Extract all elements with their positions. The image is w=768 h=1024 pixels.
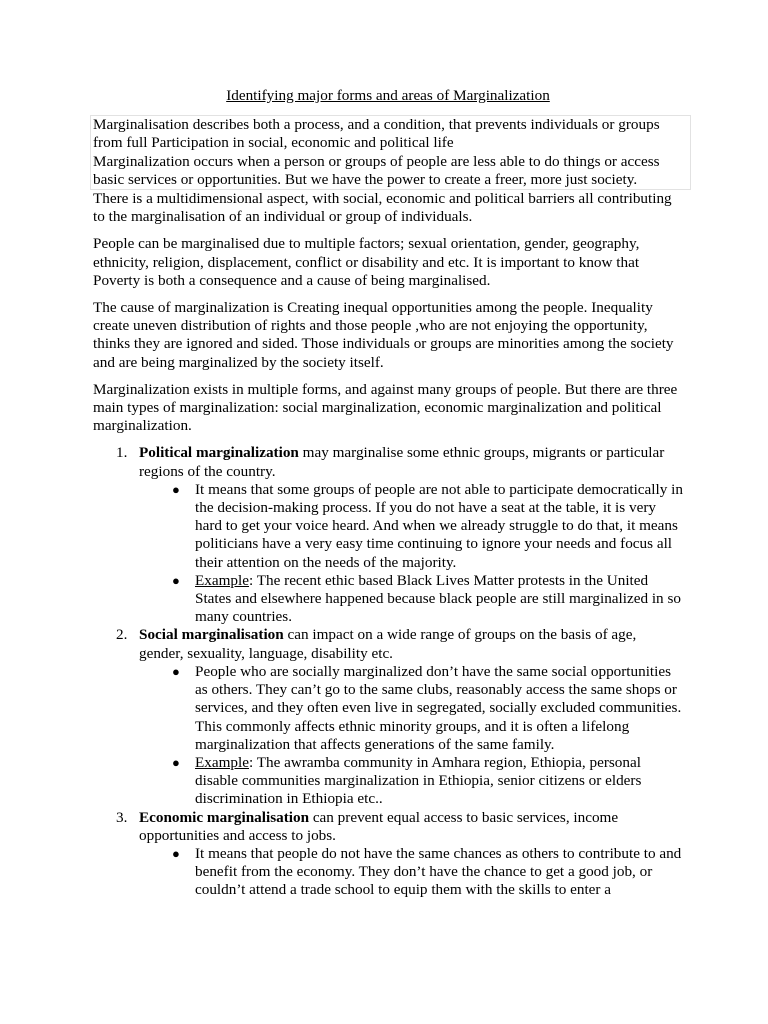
example-label: Example: [195, 753, 249, 771]
list-item-social: [93, 626, 683, 808]
list-text: may marginalise some ethnic groups, migrants or particular regions of the country.: [139, 444, 665, 480]
bullet-icon: ●: [172, 572, 180, 588]
sub-list-item: [139, 663, 683, 754]
sub-point-text: It means that people do not have the same chances as others to contribute to and benefit from the economy. They don’t have the chance to get a good job, or couldn’t attend a trade school to equip them with the skills to enter a: [195, 844, 682, 899]
bullet-icon: ●: [172, 845, 180, 861]
sub-point-text: It means that some groups of people are not able to participate democratically in the decision-making process. If you do not have a seat at the table, it is very hard to get your voice heard. And when we already struggle to do that, it means politicians have a very easy time continuing to ignore your needs and focus all their attention on the needs of the majority.: [195, 480, 683, 571]
example-text: : The recent ethic based Black Lives Matter protests in the United States and elsewhere happened because black people are still marginalized in so many countries.: [195, 571, 681, 626]
intro-paragraph-occurrence: Marginalization occurs when a person or groups of people are less able to do things or access basic services or opportunities. But we have the power to create a freer, more just society.: [93, 152, 660, 188]
sub-list-item-example: [139, 754, 683, 809]
list-item-economic: [93, 809, 683, 900]
list-heading-social: Social marginalisation: [139, 626, 284, 644]
marginalization-types-list: [93, 444, 683, 899]
paragraph-cause: The cause of marginalization is Creating inequal opportunities among the people. Inequality create uneven distribution of rights and those people ,who are not enjoying the opportunity, thinks they are ignored and sided. Those individuals or groups are minorities among the society and are being marginalized by the society itself.: [93, 299, 674, 371]
bullet-icon: ●: [172, 663, 180, 679]
paragraph-types: Marginalization exists in multiple forms, and against many groups of people. But there are three main types of marginalization: social marginalization, economic marginalization and political marginalization.: [93, 380, 678, 435]
intro-paragraph-definition: Marginalisation describes both a process, and a condition, that prevents individuals or groups from full Participation in social, economic and political life: [93, 116, 660, 152]
list-text: can prevent equal access to basic services, income opportunities and access to jobs.: [139, 808, 619, 844]
list-number: 3.: [116, 808, 128, 826]
list-item-political: [93, 444, 683, 626]
example-text: : The awramba community in Amhara region, Ethiopia, personal disable communities marginalization in Ethiopia, senior citizens or elders discrimination in Ethiopia etc..: [195, 753, 642, 808]
example-label: Example: [195, 571, 249, 589]
list-number: 1.: [116, 444, 128, 462]
bullet-icon: ●: [172, 754, 180, 770]
sub-point-text: People who are socially marginalized don’t have the same social opportunities as others. They can’t go to the same clubs, reasonably access the same shops or services, and they often even live in segregated, socially excluded communities. This commonly affects ethnic minority groups, and it is often a lifelong marginalization that affects generations of the same family.: [195, 662, 682, 753]
intro-box: [90, 115, 691, 190]
bullet-icon: ●: [172, 481, 180, 497]
document-title: Identifying major forms and areas of Marginalization: [226, 87, 550, 104]
sub-list-item: [139, 845, 683, 900]
paragraph-factors: People can be marginalised due to multiple factors; sexual orientation, gender, geography, ethnicity, religion, displacement, conflict or disability and etc. It is important to know that Poverty is both a consequence and a cause of being marginalised.: [93, 235, 640, 289]
sub-list: [139, 481, 683, 627]
sub-list-item-example: [139, 572, 683, 627]
list-text: can impact on a wide range of groups on the basis of age, gender, sexuality, language, disability etc.: [139, 626, 637, 662]
sub-list: [139, 663, 683, 809]
list-number: 2.: [116, 626, 128, 644]
sub-list-item: [139, 481, 683, 572]
paragraph-multidimensional: There is a multidimensional aspect, with social, economic and political barriers all contributing to the marginalisation of an individual or group of individuals.: [93, 190, 672, 226]
sub-list: [139, 845, 683, 900]
document-page: [93, 87, 683, 900]
list-heading-political: Political marginalization: [139, 444, 299, 462]
list-heading-economic: Economic marginalisation: [139, 808, 310, 826]
